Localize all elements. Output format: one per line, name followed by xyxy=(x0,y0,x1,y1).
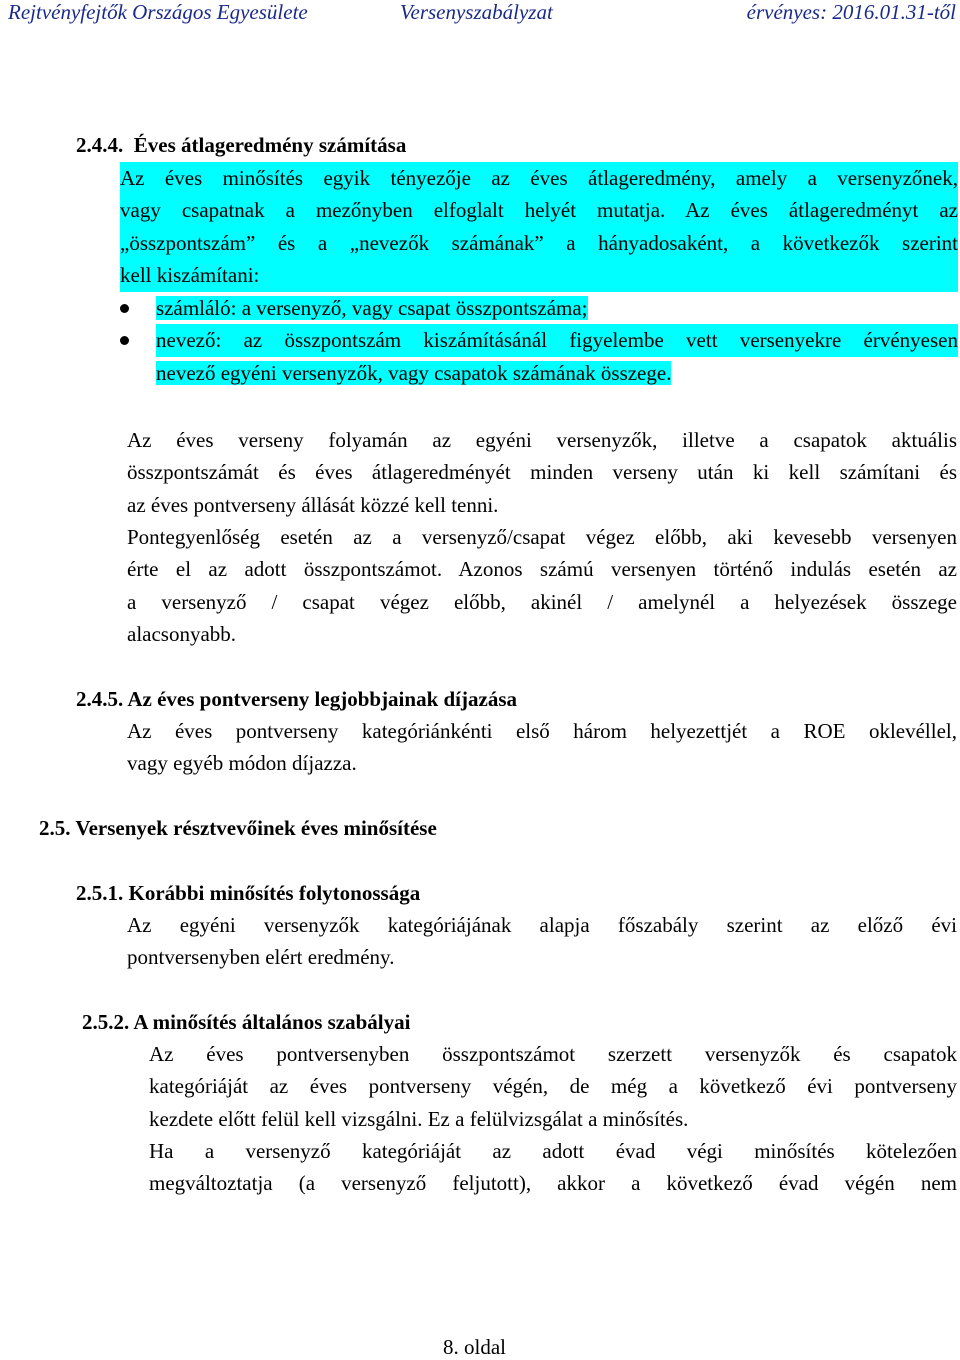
section-2-4-4-paragraph xyxy=(120,162,958,292)
page-number: 8. oldal xyxy=(443,1335,506,1359)
text-line: pontversenyben elért eredmény. xyxy=(127,945,395,970)
text-line: összpontszámát és éves átlageredményét minden verseny után ki kell számítani és xyxy=(127,460,957,485)
paragraph-annual-ranking xyxy=(127,424,957,521)
section-2-4-5-heading: 2.4.5. Az éves pontverseny legjobbjainak díjazása xyxy=(76,687,517,711)
text-line: érte el az adott összpontszámot. Azonos számú versenyen történő indulás esetén az xyxy=(127,557,957,582)
header-validity: érvényes: 2016.01.31-től xyxy=(746,0,956,24)
paragraph-tie-break xyxy=(127,521,957,651)
bullet-icon xyxy=(120,304,129,313)
text-line: kell kiszámítani: xyxy=(120,263,260,288)
bullet-text-line: nevező egyéni versenyzők, vagy csapatok számának összege. xyxy=(156,360,672,385)
section-2-5-2-heading: 2.5.2. A minősítés általános szabályai xyxy=(82,1010,411,1034)
section-title: Éves átlageredmény számítása xyxy=(133,133,407,157)
bullet-text-line: nevező: az összpontszám kiszámításánál figyelembe vett versenyekre érvényesen xyxy=(156,324,958,356)
text-line: Az éves minősítés egyik tényezője az éves átlageredmény, amely a versenyzőnek, xyxy=(120,166,958,190)
header-org-name: Rejtvényfejtők Országos Egyesülete xyxy=(8,0,308,24)
section-number: 2.4.4. xyxy=(76,133,124,157)
text-line: megváltoztatja (a versenyző feljutott), akkor a következő évad végén nem xyxy=(149,1171,957,1196)
list-item xyxy=(120,324,958,389)
section-2-5-2-paragraph-1 xyxy=(149,1038,957,1135)
list-item xyxy=(120,292,958,324)
text-line: kezdete előtt felül kell vizsgálni. Ez a felülvizsgálat a minősítés. xyxy=(149,1106,689,1131)
text-line: Az éves verseny folyamán az egyéni versenyzők, illetve a csapatok aktuális xyxy=(127,428,957,452)
bullet-text: számláló: a versenyző, vagy csapat összpontszáma; xyxy=(156,296,588,320)
text-line: Az egyéni versenyzők kategóriájának alapja főszabály szerint az előző évi xyxy=(127,913,957,937)
section-2-5-2-paragraph-2 xyxy=(149,1135,957,1200)
text-line: Pontegyenlőség esetén az a versenyző/csapat végez előbb, aki kevesebb versenyen xyxy=(127,525,957,549)
text-line: Az éves pontverseny kategóriánkénti első három helyezettjét a ROE oklevéllel, xyxy=(127,719,957,743)
header-doc-title: Versenyszabályzat xyxy=(400,0,553,24)
text-line: kategóriáját az éves pontverseny végén, de még a következő évi pontverseny xyxy=(149,1074,957,1099)
bullet-icon xyxy=(120,336,129,345)
text-line: az éves pontverseny állását közzé kell tenni. xyxy=(127,492,499,517)
text-line: vagy csapatnak a mezőnyben elfoglalt helyét mutatja. Az éves átlageredményt az xyxy=(120,198,958,223)
text-line: Az éves pontversenyben összpontszámot szerzett versenyzők és csapatok xyxy=(149,1042,957,1066)
text-line: alacsonyabb. xyxy=(127,622,237,647)
text-line: a versenyző / csapat végez előbb, akinél / amelynél a helyezések összege xyxy=(127,589,957,614)
text-line: „összpontszám” és a „nevezők számának” a hányadosaként, a következők szerint xyxy=(120,230,958,255)
section-2-5-heading: 2.5. Versenyek résztvevőinek éves minősítése xyxy=(39,816,437,840)
section-2-4-5-paragraph xyxy=(127,715,957,780)
text-line: Ha a versenyző kategóriáját az adott évad végi minősítés kötelezően xyxy=(149,1139,957,1163)
section-2-4-4-heading xyxy=(76,129,406,161)
text-line: vagy egyéb módon díjazza. xyxy=(127,751,357,776)
section-2-4-4-bullets xyxy=(120,292,958,389)
section-2-5-1-paragraph xyxy=(127,909,957,974)
section-2-5-1-heading: 2.5.1. Korábbi minősítés folytonossága xyxy=(76,881,421,905)
